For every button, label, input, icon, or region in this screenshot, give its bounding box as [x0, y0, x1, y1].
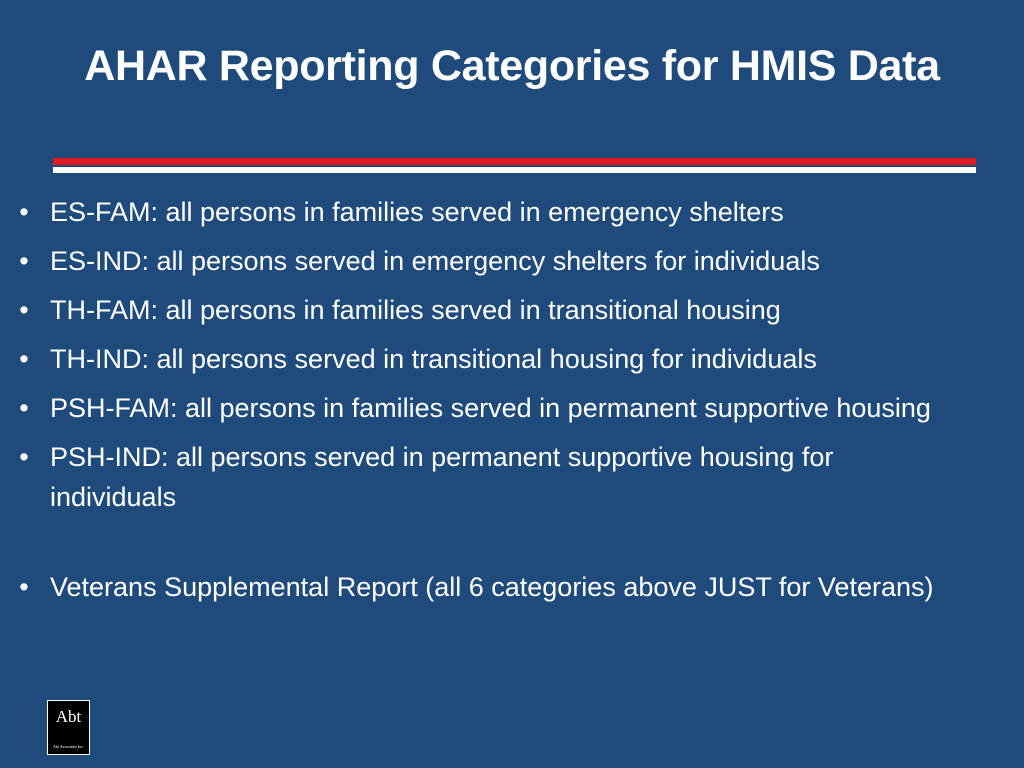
bullet-dot-icon: •	[19, 393, 29, 423]
bullet-text: Veterans Supplemental Report (all 6 categories above JUST for Veterans)	[50, 572, 934, 602]
bullet-dot-icon: •	[19, 246, 29, 276]
bullet-text: PSH-FAM: all persons in families served in permanent supportive housing	[50, 393, 931, 423]
bullet-item	[14, 241, 964, 281]
title-divider	[53, 158, 976, 174]
abt-logo	[47, 700, 90, 755]
abt-logo-subtitle: Abt Associates Inc.	[53, 744, 84, 749]
bullet-item	[14, 388, 964, 428]
bullet-dot-icon: •	[19, 197, 29, 227]
bullet-dot-icon: •	[19, 344, 29, 374]
divider-red-bar	[53, 158, 976, 165]
bullet-text: TH-FAM: all persons in families served in transitional housing	[50, 295, 781, 325]
slide-title: AHAR Reporting Categories for HMIS Data	[84, 42, 940, 90]
bullet-dot-icon: •	[19, 295, 29, 325]
bullet-dot-icon: •	[19, 442, 29, 472]
divider-white-bar	[53, 167, 976, 173]
bullet-text: ES-FAM: all persons in families served in emergency shelters	[50, 197, 784, 227]
bullet-text: TH-IND: all persons served in transitional housing for individuals	[50, 344, 817, 374]
bullet-text: ES-IND: all persons served in emergency shelters for individuals	[50, 246, 820, 276]
bullet-item	[14, 290, 964, 330]
abt-logo-mark: Abt	[55, 707, 82, 726]
bullet-item	[14, 192, 964, 232]
bullet-item	[14, 567, 964, 607]
bullet-list	[14, 192, 964, 616]
bullet-item	[14, 437, 964, 517]
bullet-dot-icon: •	[19, 572, 29, 602]
bullet-item	[14, 339, 964, 379]
bullet-text: PSH-IND: all persons served in permanent supportive housing for individuals	[50, 442, 834, 512]
